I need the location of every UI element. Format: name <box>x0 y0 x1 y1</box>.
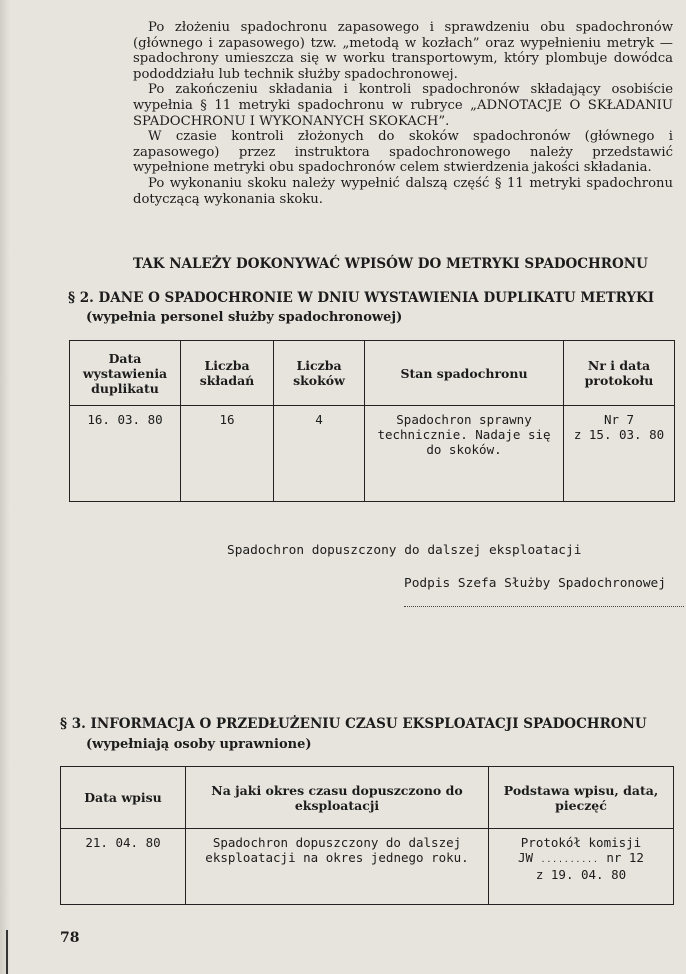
protocol-date: z 15. 03. 80 <box>573 427 665 442</box>
basis-dots: .......... <box>540 855 599 864</box>
basis-line2 <box>489 850 673 867</box>
cell-date: 16. 03. 80 <box>70 406 181 502</box>
table-header-row <box>70 341 675 406</box>
col-header-period: Na jaki okres czasu dopuszczono do eksploatacji <box>186 767 489 829</box>
col-header-entry-date: Data wpisu <box>61 767 186 829</box>
intro-paragraph-2: Po zakończeniu składania i kontroli spadochronów składający osobiście wypełnia § 11 metryki spadochronu w rubryce „ADNOTACJE O SKŁADANIU SPADOCHRONU I WYKONANYCH SKOKACH”. <box>133 82 673 129</box>
col-header-folds: Liczba składań <box>181 341 274 406</box>
cell-entry-date: 21. 04. 80 <box>61 829 186 905</box>
basis-date: z 19. 04. 80 <box>535 867 627 882</box>
section2-title: § 2. DANE O SPADOCHRONIE W DNIU WYSTAWIENIA DUPLIKATU METRYKI <box>68 290 655 306</box>
intro-text <box>133 20 673 207</box>
table-row <box>70 406 675 502</box>
basis-nr: nr 12 <box>606 850 644 865</box>
col-header-protocol: Nr i data protokołu <box>564 341 675 406</box>
table-header-row <box>61 767 674 829</box>
cell-period: Spadochron dopuszczony do dalszej eksploatacji na okres jednego roku. <box>186 829 489 905</box>
section2-table <box>69 340 675 502</box>
scan-margin-bar <box>6 930 8 974</box>
cell-folds: 16 <box>181 406 274 502</box>
cell-protocol <box>564 406 675 502</box>
section3-title: § 3. INFORMACJA O PRZEDŁUŻENIU CZASU EKSPLOATACJI SPADOCHRONU <box>60 716 647 732</box>
basis-line1: Protokół komisji <box>520 835 642 850</box>
intro-paragraph-1: Po złożeniu spadochronu zapasowego i sprawdzeniu obu spadochronów (głównego i zapasowego) tzw. „metodą w kozłach” oraz wypełnieniu metryk — spadochrony umieszcza się w worku transportowym, który plombuje dowódca pododdziału lub technik służby spadochronowej. <box>133 20 673 82</box>
intro-paragraph-4: Po wykonaniu skoku należy wypełnić dalszą część § 11 metryki spadochronu dotyczącą wykonania skoku. <box>133 175 673 207</box>
basis-jw: JW <box>518 850 534 865</box>
protocol-number: Nr 7 <box>603 412 635 427</box>
approval-text: Spadochron dopuszczony do dalszej eksploatacji <box>227 543 582 558</box>
signature-line <box>404 606 684 607</box>
col-header-jumps: Liczba skoków <box>274 341 365 406</box>
section3-subtitle: (wypełniają osoby uprawnione) <box>86 737 312 752</box>
main-heading: TAK NALEŻY DOKONYWAĆ WPISÓW DO METRYKI SPADOCHRONU <box>133 256 648 272</box>
col-header-state: Stan spadochronu <box>365 341 564 406</box>
col-header-basis: Podstawa wpisu, data, pieczęć <box>489 767 674 829</box>
section2-subtitle: (wypełnia personel służby spadochronowej) <box>86 310 403 325</box>
cell-jumps: 4 <box>274 406 365 502</box>
col-header-date: Data wystawienia duplikatu <box>70 341 181 406</box>
cell-basis <box>489 829 674 905</box>
cell-state: Spadochron sprawny technicznie. Nadaje się do skoków. <box>365 406 564 502</box>
signature-label: Podpis Szefa Służby Spadochronowej <box>404 576 666 591</box>
page-number: 78 <box>60 930 80 946</box>
section3-table <box>60 766 674 905</box>
scan-edge <box>0 0 10 974</box>
intro-paragraph-3: W czasie kontroli złożonych do skoków spadochronów (głównego i zapasowego) przez instruktora spadochronowego należy przedstawić wypełnione metryki obu spadochronów celem stwierdzenia jakości składania. <box>133 129 673 176</box>
table-row <box>61 829 674 905</box>
